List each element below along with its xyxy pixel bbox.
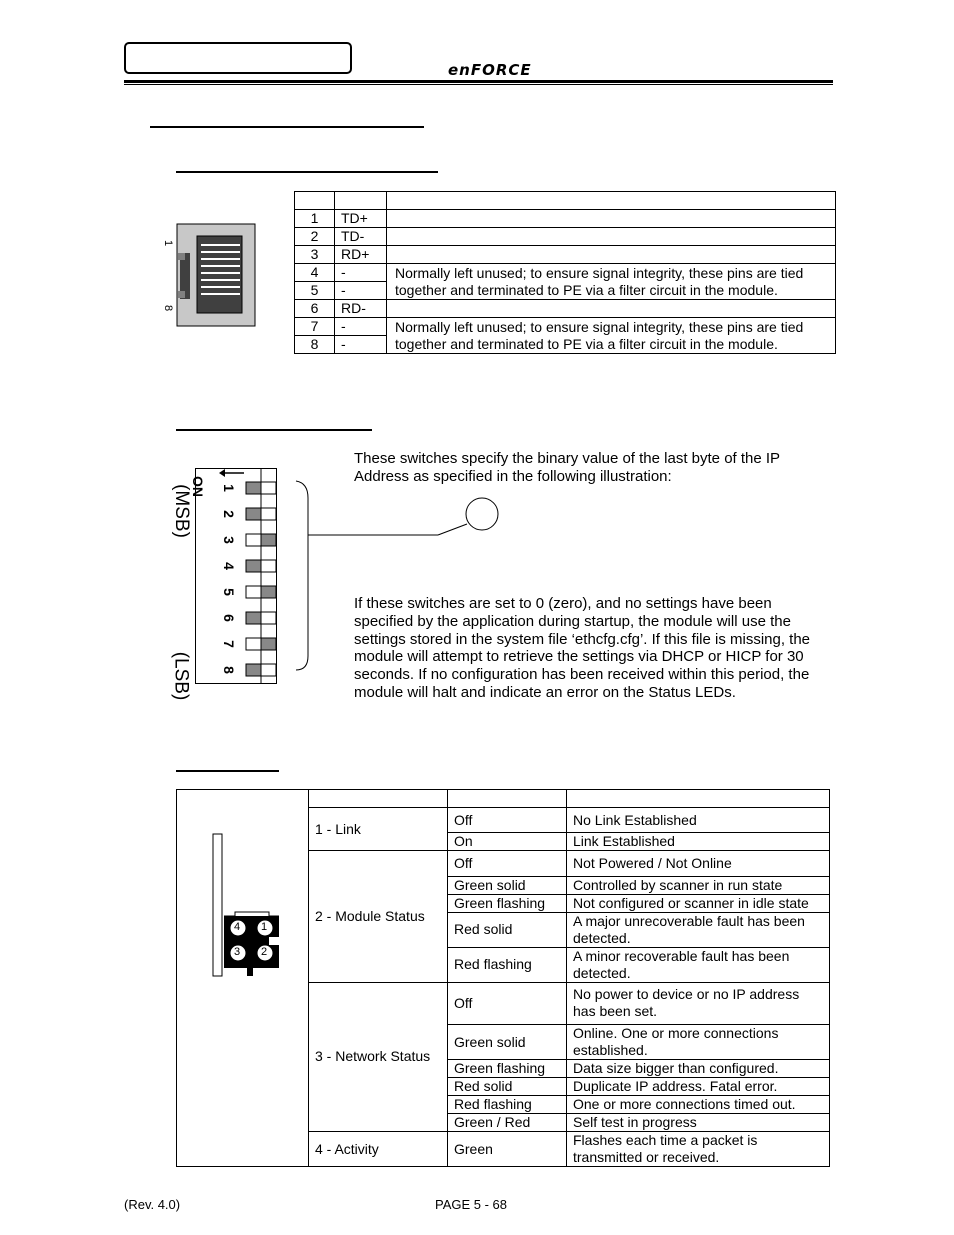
pin-signal: - <box>335 336 387 354</box>
subheading-rule-leds <box>176 770 279 772</box>
switch-number-2: 2 <box>220 510 237 518</box>
pin-number: 2 <box>295 228 335 246</box>
pin-signal: TD+ <box>335 210 387 228</box>
section-heading-rule <box>150 126 424 128</box>
msb-label: (MSB) <box>170 484 192 538</box>
led-description: Online. One or more connections established. <box>567 1025 830 1060</box>
led-name: 1 - Link <box>309 808 448 851</box>
led-description: Not Powered / Not Online <box>567 851 830 876</box>
switch-number-3: 3 <box>220 536 237 544</box>
subheading-rule-switches <box>176 429 372 431</box>
led-state: Red flashing <box>448 947 567 982</box>
pin-signal: RD+ <box>335 246 387 264</box>
pin-number: 1 <box>295 210 335 228</box>
led-name: 4 - Activity <box>309 1132 448 1167</box>
led-description: One or more connections timed out. <box>567 1096 830 1114</box>
led-name: 3 - Network Status <box>309 982 448 1131</box>
table-row <box>177 790 830 808</box>
pin-number: 7 <box>295 318 335 336</box>
led-state: Off <box>448 808 567 833</box>
table-row <box>295 228 836 246</box>
switch-description-text: If these switches are set to 0 (zero), and no settings have been specified by the application during startup, the module will use the settings stored in the system file ‘ethcfg.cfg’. If this file is missing, the module will attempt to retrieve the settings via DHCP or HICP for 30 seconds. If no configuration has been received within this period, the module will halt and indicate an error on the Status LEDs. <box>354 595 811 701</box>
led-number-1: 1 <box>261 921 268 933</box>
led-description: No power to device or no IP address has been set. <box>567 982 830 1024</box>
led-state: On <box>448 833 567 851</box>
led-description: Data size bigger than configured. <box>567 1060 830 1078</box>
connector-pin1-label: 1 <box>162 239 175 247</box>
led-state: Off <box>448 851 567 876</box>
led-name: 2 - Module Status <box>309 851 448 982</box>
led-description: Self test in progress <box>567 1114 830 1132</box>
switch-on-label: ON <box>190 476 206 497</box>
table-row <box>295 210 836 228</box>
led-description: A minor recoverable fault has been detected. <box>567 947 830 982</box>
switch-number-4: 4 <box>220 562 237 570</box>
footer-revision: (Rev. 4.0) <box>124 1197 181 1212</box>
footer-page-number: PAGE 5 - 68 <box>435 1197 508 1212</box>
pin-number: 6 <box>295 300 335 318</box>
led-description: Link Established <box>567 833 830 851</box>
led-description: Duplicate IP address. Fatal error. <box>567 1078 830 1096</box>
led-description: Flashes each time a packet is transmitted or received. <box>567 1132 830 1167</box>
rj45-connector-graphic <box>176 223 256 327</box>
pin-signal: TD- <box>335 228 387 246</box>
led-state: Red solid <box>448 1078 567 1096</box>
pin-number: 8 <box>295 336 335 354</box>
led-state: Green / Red <box>448 1114 567 1132</box>
switch-number-1: 1 <box>220 484 237 492</box>
led-number-3: 3 <box>234 946 241 958</box>
pin-signal: - <box>335 264 387 282</box>
switch-number-8: 8 <box>220 666 237 674</box>
led-state: Green flashing <box>448 1060 567 1078</box>
led-state: Red flashing <box>448 1096 567 1114</box>
pin-number: 3 <box>295 246 335 264</box>
led-state: Green <box>448 1132 567 1167</box>
switch-number-6: 6 <box>220 614 237 622</box>
pin-signal: RD- <box>335 300 387 318</box>
pin-signal: - <box>335 282 387 300</box>
switch-number-5: 5 <box>220 588 237 596</box>
pin-note: Normally left unused; to ensure signal integrity, these pins are tied together and terminated to PE via a filter circuit in the module. <box>387 318 836 354</box>
table-row <box>295 318 836 336</box>
pin-number: 4 <box>295 264 335 282</box>
header-rule-thin <box>124 84 833 85</box>
enforce-logo: enFORCE <box>448 61 532 79</box>
table-row <box>295 264 836 282</box>
pinout-table <box>294 191 836 354</box>
table-row <box>295 192 836 210</box>
led-status-table <box>176 789 830 1167</box>
connector-pin8-label: 8 <box>162 304 175 312</box>
switch-intro-text: These switches specify the binary value of the last byte of the IP Address as specified in the following illustration: <box>354 450 780 485</box>
led-graphic-cell <box>177 790 309 1167</box>
lsb-label: (LSB) <box>170 651 192 701</box>
subheading-rule-connector <box>176 171 438 173</box>
led-state: Red solid <box>448 912 567 947</box>
pin-number: 5 <box>295 282 335 300</box>
led-description: Controlled by scanner in run state <box>567 876 830 894</box>
led-number-4: 4 <box>234 921 241 933</box>
table-row <box>295 300 836 318</box>
led-state: Green flashing <box>448 894 567 912</box>
pin-signal: - <box>335 318 387 336</box>
led-state: Green solid <box>448 876 567 894</box>
table-row <box>295 246 836 264</box>
led-state: Off <box>448 982 567 1024</box>
led-description: No Link Established <box>567 808 830 833</box>
switch-number-7: 7 <box>220 640 237 648</box>
dip-switch-graphic <box>195 468 277 684</box>
header-rule <box>124 80 833 83</box>
led-panel-graphic <box>177 790 307 1162</box>
header-box <box>124 42 352 74</box>
led-state: Green solid <box>448 1025 567 1060</box>
led-description: A major unrecoverable fault has been detected. <box>567 912 830 947</box>
led-description: Not configured or scanner in idle state <box>567 894 830 912</box>
led-number-2: 2 <box>261 946 268 958</box>
pin-note: Normally left unused; to ensure signal integrity, these pins are tied together and terminated to PE via a filter circuit in the module. <box>387 264 836 300</box>
